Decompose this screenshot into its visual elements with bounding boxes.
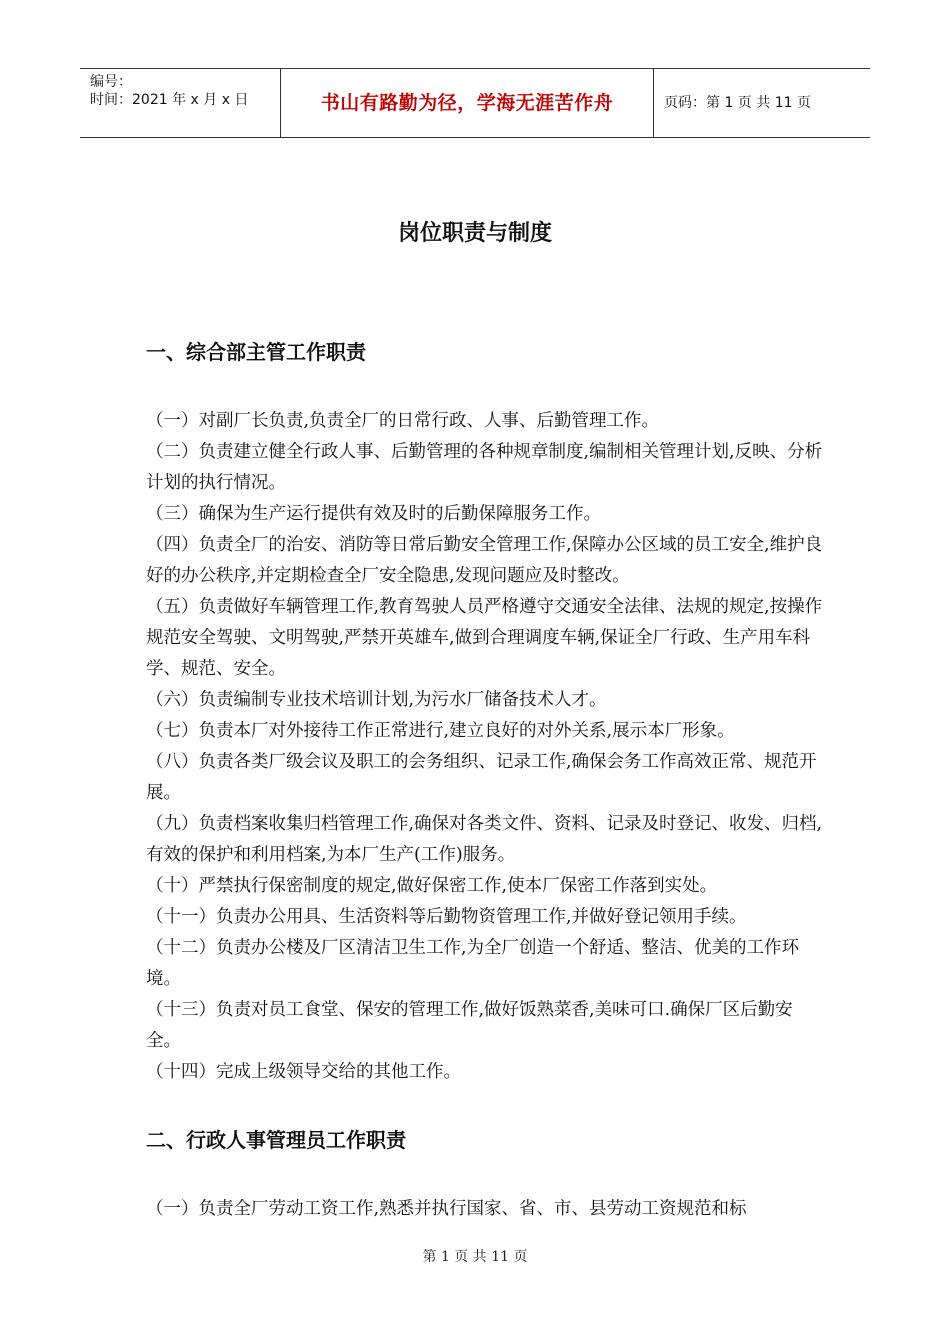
paragraph: （六）负责编制专业技术培训计划,为污水厂储备技术人才。: [146, 690, 607, 710]
header-table: [80, 68, 870, 138]
paragraph: （二）负责建立健全行政人事、后勤管理的各种规章制度,编制相关管理计划,反映、分析计划的执行情况。: [146, 442, 823, 493]
paragraph: （七）负责本厂对外接待工作正常进行,建立良好的对外关系,展示本厂形象。: [146, 721, 735, 741]
section-body: [146, 1194, 826, 1225]
document-date: 时间：2021 年 x 月 x 日: [90, 92, 249, 108]
paragraph: （三）确保为生产运行提供有效及时的后勤保障服务工作。: [146, 504, 601, 524]
paragraph: （十二）负责办公楼及厂区清洁卫生工作,为全厂创造一个舒适、整洁、优美的工作环境。: [146, 938, 800, 989]
header-page-cell: [654, 69, 870, 137]
header-slogan: 书山有路勤为径，学海无涯苦作舟: [320, 92, 614, 114]
header-page-info: 页码：第 1 页 共 11 页: [664, 95, 811, 111]
paragraph: （一）负责全厂劳动工资工作,熟悉并执行国家、省、市、县劳动工资规范和标: [146, 1199, 747, 1219]
page-footer: 第 1 页 共 11 页: [422, 1249, 528, 1265]
section-heading: 二、行政人事管理员工作职责: [146, 1128, 406, 1152]
document-title: 岗位职责与制度: [397, 221, 552, 246]
paragraph: （十四）完成上级领导交给的其他工作。: [146, 1062, 461, 1082]
document-number-label: 编号：: [90, 74, 132, 90]
paragraph: （十）严禁执行保密制度的规定,做好保密工作,使本厂保密工作落到实处。: [146, 876, 718, 896]
paragraph: （一）对副厂长负责,负责全厂的日常行政、人事、后勤管理工作。: [146, 411, 660, 431]
section-heading: 一、综合部主管工作职责: [146, 340, 366, 364]
paragraph: （十一）负责办公用具、生活资料等后勤物资管理工作,并做好登记领用手续。: [146, 907, 747, 927]
paragraph: （四）负责全厂的治安、消防等日常后勤安全管理工作,保障办公区域的员工安全,维护良好的办公秩序,并定期检查全厂安全隐患,发现问题应及时整改。: [146, 535, 823, 586]
paragraph: （九）负责档案收集归档管理工作,确保对各类文件、资料、记录及时登记、收发、归档,有效的保护和利用档案,为本厂生产(工作)服务。: [146, 814, 823, 865]
paragraph: （十三）负责对员工食堂、保安的管理工作,做好饭熟菜香,美味可口.确保厂区后勤安全。: [146, 1000, 793, 1051]
paragraph: （五）负责做好车辆管理工作,教育驾驶人员严格遵守交通安全法律、法规的规定,按操作规范安全驾驶、文明驾驶,严禁开英雄车,做到合理调度车辆,保证全厂行政、生产用车科学、规范、安全。: [146, 597, 823, 679]
section-body: [146, 406, 826, 1088]
header-meta-cell: [80, 69, 281, 137]
paragraph: （八）负责各类厂级会议及职工的会务组织、记录工作,确保会务工作高效正常、规范开展。: [146, 752, 817, 803]
header-slogan-cell: [281, 69, 654, 137]
